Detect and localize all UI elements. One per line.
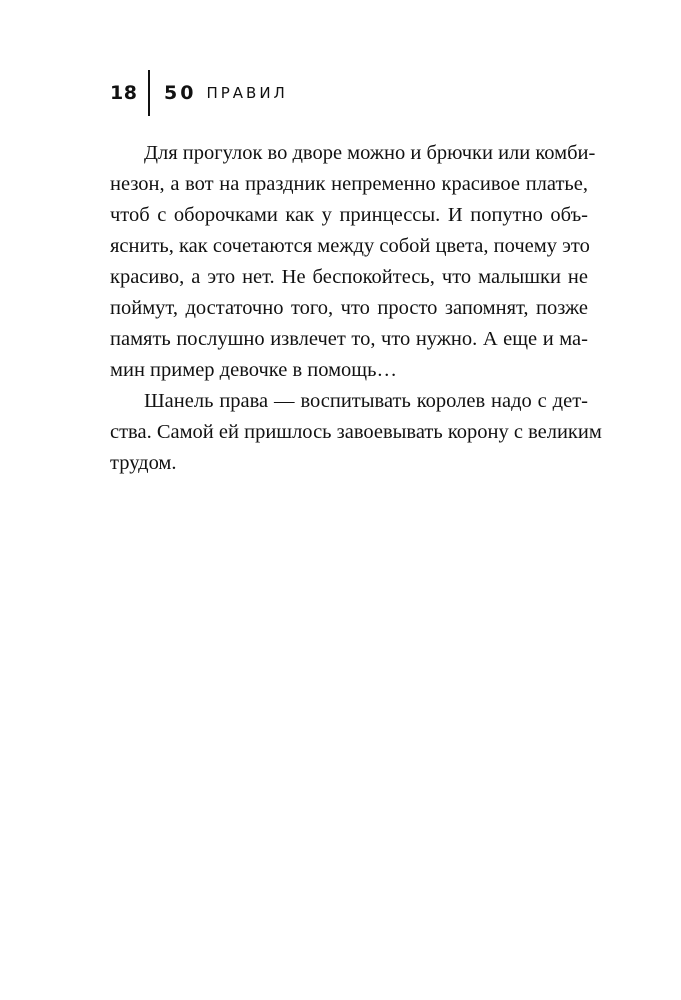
text-line: ства. Самой ей пришлось завоевывать корону с великим bbox=[110, 421, 602, 443]
text-line: Шанель права — воспитывать королев надо с дет- bbox=[144, 390, 588, 412]
text-line: Для прогулок во дворе можно и брючки или комби- bbox=[144, 142, 596, 164]
text-line: яснить, как сочетаются между собой цвета, почему это bbox=[110, 235, 590, 257]
text-line: мин пример девочке в помощь… bbox=[110, 359, 397, 381]
book-title-number: 50 bbox=[164, 82, 197, 104]
header-divider bbox=[148, 70, 150, 116]
page-number: 18 bbox=[110, 82, 138, 104]
text-line: поймут, достаточно того, что просто запомнят, позже bbox=[110, 297, 588, 319]
running-head bbox=[110, 70, 288, 116]
paragraph-1 bbox=[110, 138, 596, 386]
text-line: память послушно извлечет то, что нужно. А еще и ма- bbox=[110, 328, 588, 350]
text-line: незон, а вот на праздник непременно красивое платье, bbox=[110, 173, 588, 195]
book-title-word: ПРАВИЛ bbox=[206, 84, 288, 102]
paragraph-2 bbox=[110, 386, 602, 479]
text-line: чтоб с оборочками как у принцессы. И попутно объ- bbox=[110, 204, 588, 226]
body-text bbox=[110, 138, 602, 479]
text-line: трудом. bbox=[110, 452, 177, 474]
text-line: красиво, а это нет. Не беспокойтесь, что малышки не bbox=[110, 266, 588, 288]
